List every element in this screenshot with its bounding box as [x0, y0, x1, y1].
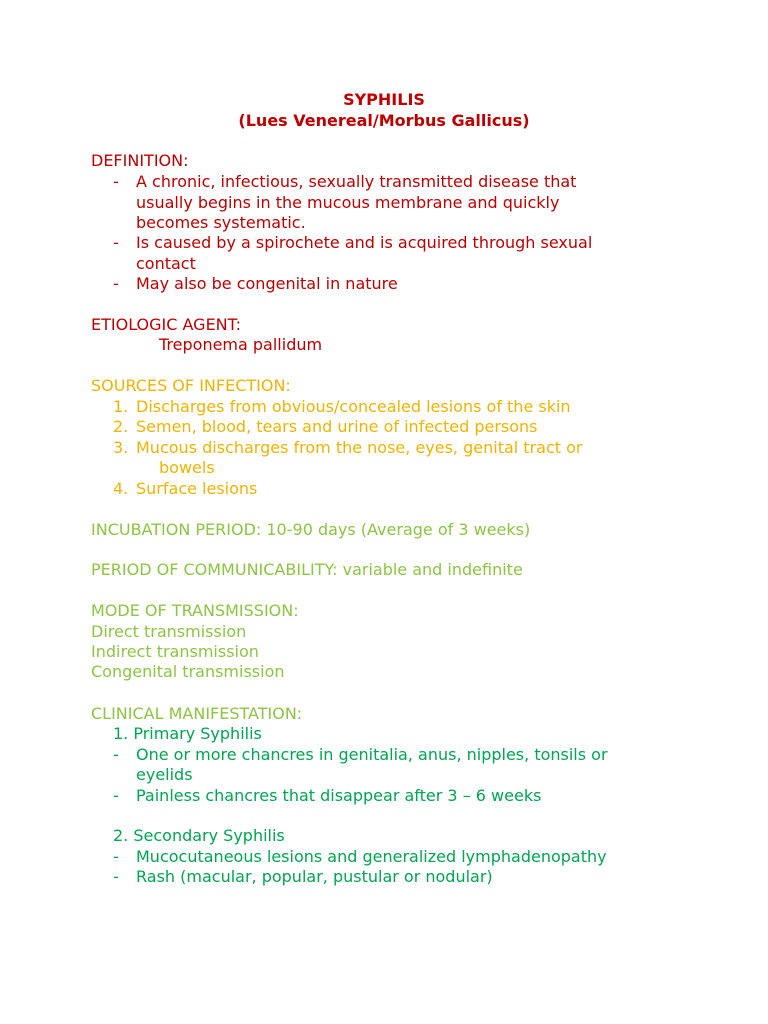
- sources-item-1: Discharges from obvious/concealed lesions of the skin: [136, 397, 571, 416]
- etiologic-agent: Treponema pallidum: [159, 335, 323, 354]
- secondary-bullet-1: Mucocutaneous lesions and generalized lymphadenopathy: [136, 847, 607, 866]
- bullet-dash: -: [113, 867, 119, 886]
- transmission-item: Congenital transmission: [91, 662, 285, 681]
- primary-bullet-1-line-1: One or more chancres in genitalia, anus, nipples, tonsils or: [136, 745, 608, 764]
- list-number: 1.: [113, 397, 129, 416]
- definition-item-2-line-1: Is caused by a spirochete and is acquired through sexual: [136, 233, 593, 252]
- list-number: 2.: [113, 417, 129, 436]
- list-number: 4.: [113, 479, 129, 498]
- bullet-dash: -: [113, 786, 119, 805]
- secondary-syphilis-label: 2. Secondary Syphilis: [113, 826, 285, 845]
- definition-item-3-line-1: May also be congenital in nature: [136, 274, 398, 293]
- clinical-heading: CLINICAL MANIFESTATION:: [91, 704, 303, 723]
- list-number: 3.: [113, 438, 129, 457]
- document-subtitle: (Lues Venereal/Morbus Gallicus): [238, 110, 530, 130]
- primary-bullet-1-line-2: eyelids: [136, 765, 193, 784]
- bullet-dash: -: [113, 233, 119, 252]
- sources-item-2: Semen, blood, tears and urine of infected persons: [136, 417, 538, 436]
- secondary-bullet-2: Rash (macular, popular, pustular or nodular): [136, 867, 493, 886]
- bullet-dash: -: [113, 172, 119, 191]
- primary-syphilis-label: 1. Primary Syphilis: [113, 724, 262, 743]
- primary-bullet-2: Painless chancres that disappear after 3 – 6 weeks: [136, 786, 542, 805]
- document-title: SYPHILIS: [343, 90, 425, 109]
- bullet-dash: -: [113, 274, 119, 293]
- sources-item-3-line-1: Mucous discharges from the nose, eyes, genital tract or: [136, 438, 583, 457]
- transmission-heading: MODE OF TRANSMISSION:: [91, 601, 299, 620]
- etiologic-heading: ETIOLOGIC AGENT:: [91, 315, 242, 334]
- definition-item-1-line-1: A chronic, infectious, sexually transmitted disease that: [136, 172, 577, 191]
- sources-item-3-line-2: bowels: [159, 458, 215, 477]
- incubation-period: INCUBATION PERIOD: 10-90 days (Average of 3 weeks): [91, 520, 531, 539]
- definition-item-1-line-2: usually begins in the mucous membrane and quickly: [136, 193, 560, 212]
- transmission-item: Direct transmission: [91, 622, 247, 641]
- bullet-dash: -: [113, 847, 119, 866]
- transmission-item: Indirect transmission: [91, 642, 259, 661]
- definition-item-1-line-3: becomes systematic.: [136, 213, 306, 232]
- bullet-dash: -: [113, 745, 119, 764]
- definition-item-2-line-2: contact: [136, 254, 196, 273]
- title-block: [0, 90, 768, 131]
- sources-heading: SOURCES OF INFECTION:: [91, 376, 291, 395]
- communicability-period: PERIOD OF COMMUNICABILITY: variable and indefinite: [91, 560, 523, 579]
- definition-heading: DEFINITION:: [91, 151, 189, 170]
- sources-item-4: Surface lesions: [136, 479, 258, 498]
